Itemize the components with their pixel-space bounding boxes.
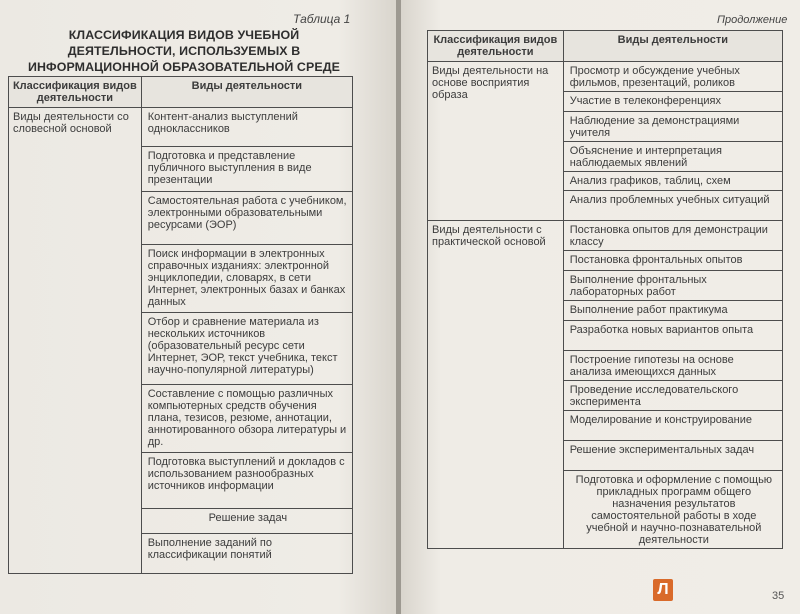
page-number: 35 [772,590,785,602]
activity-cell: Поиск информации в электронных справочных изданиях: электронной энциклопедии, словарях, в сети Интернет, электронных базах и банках данных [141,245,352,313]
activity-cell: Объяснение и интерпретация наблюдаемых явлений [563,142,782,172]
activity-cell: Постановка фронтальных опытов [563,251,782,271]
table-title: КЛАССИФИКАЦИЯ ВИДОВ УЧЕБНОЙ ДЕЯТЕЛЬНОСТИ, ИСПОЛЬЗУЕМЫХ В ИНФОРМАЦИОННОЙ ОБРАЗОВАТЕЛЬНОЙ СРЕДЕ [27,28,340,74]
left-page [0,0,398,614]
activity-cell: Наблюдение за демонстрациями учителя [563,112,782,142]
header-classification: Классификация видов деятельности [428,31,564,62]
right-page [401,0,800,614]
table-caption: Таблица 1 [293,12,351,26]
activity-cell: Разработка новых вариантов опыта [563,321,782,351]
activity-cell: Подготовка выступлений и докладов с использованием разнообразных источников информации [141,453,352,509]
activity-cell: Отбор и сравнение материала из нескольких источников (образовательный ресурс сети Интернет, ЭОР, текст учебника, текст научно-популярной литературы) [141,313,352,385]
activity-cell: Проведение исследовательского эксперимента [563,381,782,411]
activity-cell: Контент-анализ выступлений одноклассников [141,108,352,147]
activity-cell: Построение гипотезы на основе анализа имеющихся данных [563,351,782,381]
activity-cell: Просмотр и обсуждение учебных фильмов, презентаций, роликов [563,62,782,92]
activities-table-left [8,76,353,574]
header-activities: Виды деятельности [563,31,782,62]
activity-cell: Моделирование и конструирование [563,411,782,441]
category-cell: Виды деятельности на основе восприятия образа [428,62,564,221]
activity-cell: Выполнение заданий по классификации понятий [141,534,352,574]
header-activities: Виды деятельности [141,77,352,108]
activity-cell: Постановка опытов для демонстрации классу [563,221,782,251]
activity-cell: Решение задач [141,509,352,534]
activity-cell: Анализ графиков, таблиц, схем [563,172,782,191]
activity-cell: Подготовка и оформление с помощью прикладных программ общего назначения результатов самостоятельной работы в ходе учебной и научно-познавательной деятельности [563,471,782,549]
category-cell: Виды деятельности со словесной основой [9,108,142,574]
category-cell: Виды деятельности с практической основой [428,221,564,549]
activity-cell: Решение экспериментальных задач [563,441,782,471]
activity-cell: Выполнение фронтальных лабораторных работ [563,271,782,301]
activity-cell: Самостоятельная работа с учебником, электронными образовательными ресурсами (ЭОР) [141,192,352,245]
publisher-logo: Л [653,579,673,601]
activity-cell: Анализ проблемных учебных ситуаций [563,191,782,221]
activity-cell: Участие в телеконференциях [563,92,782,112]
activities-table-right [427,30,783,549]
continuation-caption: Продолжение [717,14,788,26]
activity-cell: Подготовка и представление публичного выступления в виде презентации [141,147,352,192]
activity-cell: Составление с помощью различных компьютерных средств обучения плана, тезисов, резюме, аннотации, аннотированного обзора литературы и др. [141,385,352,453]
activity-cell: Выполнение работ практикума [563,301,782,321]
header-classification: Классификация видов деятельности [9,77,142,108]
